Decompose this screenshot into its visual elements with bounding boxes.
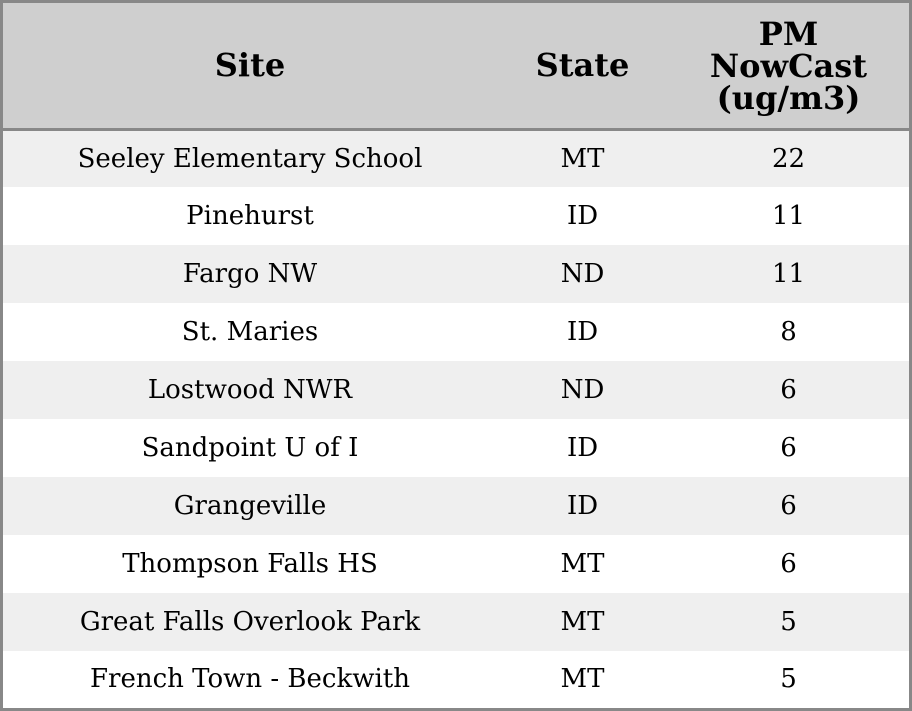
table-body <box>3 129 909 707</box>
table-header <box>3 3 909 129</box>
state-cell: ID <box>566 317 599 347</box>
state-cell: MT <box>560 607 605 637</box>
pm-value-cell: 6 <box>780 549 797 579</box>
header-row <box>3 3 909 129</box>
site-cell: Lostwood NWR <box>147 375 353 405</box>
site-cell: Grangeville <box>173 491 327 521</box>
state-cell: ID <box>566 491 599 521</box>
table-row <box>3 361 909 419</box>
site-cell: Great Falls Overlook Park <box>79 607 421 637</box>
table-row <box>3 187 909 245</box>
pm-value-cell: 6 <box>780 433 797 463</box>
state-cell: ND <box>560 259 605 289</box>
site-cell: Sandpoint U of I <box>141 433 359 463</box>
pm-value-cell: 6 <box>780 375 797 405</box>
table-row <box>3 245 909 303</box>
site-cell: Fargo NW <box>182 259 318 289</box>
pm-value-cell: 8 <box>780 317 797 347</box>
pm-nowcast-table <box>3 3 909 707</box>
table-row <box>3 129 909 187</box>
state-cell: MT <box>560 664 605 694</box>
table-row <box>3 593 909 651</box>
site-cell: French Town - Beckwith <box>89 664 411 694</box>
site-cell: Pinehurst <box>186 201 314 231</box>
column-header-state[interactable]: State <box>497 3 668 129</box>
table-row <box>3 535 909 593</box>
state-cell: MT <box>560 143 605 174</box>
table-row <box>3 651 909 707</box>
pm-value-cell: 22 <box>771 143 806 174</box>
pm-value-cell: 11 <box>771 259 806 289</box>
pm-value-cell: 5 <box>780 607 797 637</box>
state-cell: ID <box>566 433 599 463</box>
pm-value-cell: 11 <box>771 201 806 231</box>
table-row <box>3 303 909 361</box>
state-cell: ND <box>560 375 605 405</box>
pm-value-cell: 6 <box>780 491 797 521</box>
column-header-pm-nowcast[interactable]: PM NowCast (ug/m3) <box>668 3 909 129</box>
table-row <box>3 419 909 477</box>
site-cell: St. Maries <box>181 317 319 347</box>
column-header-site[interactable]: Site <box>3 3 497 129</box>
site-cell: Seeley Elementary School <box>77 143 423 174</box>
table-row <box>3 477 909 535</box>
state-cell: ID <box>566 201 599 231</box>
pm-value-cell: 5 <box>780 664 797 694</box>
site-cell: Thompson Falls HS <box>122 549 378 579</box>
state-cell: MT <box>560 549 605 579</box>
